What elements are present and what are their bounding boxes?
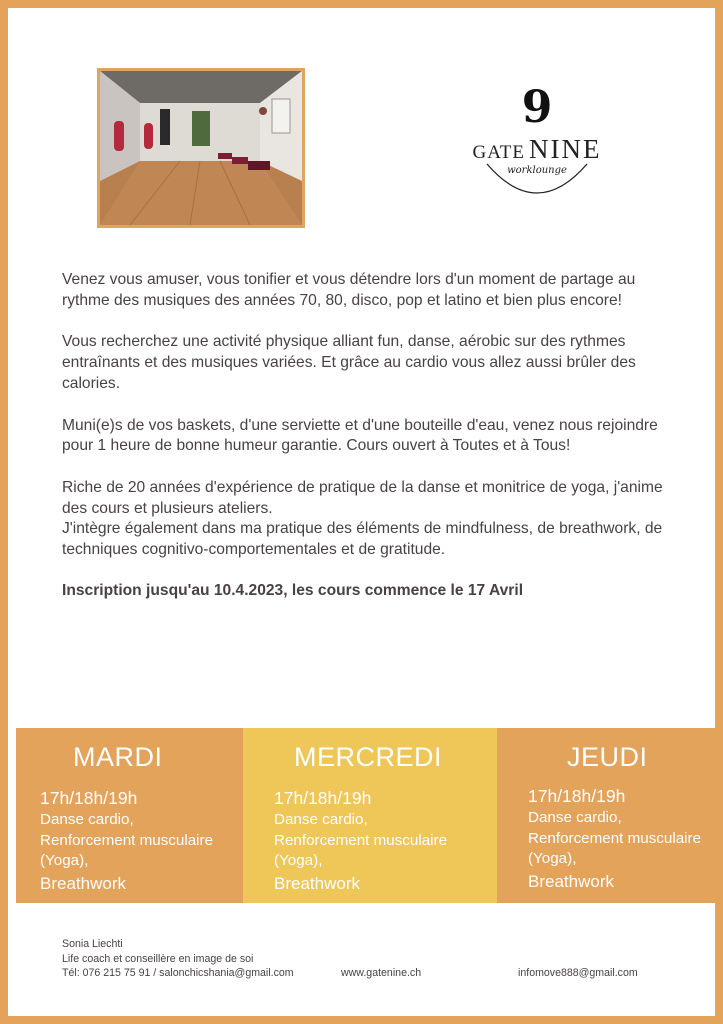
contact-phone-email[interactable]: Tél: 076 215 75 91 / salonchicshania@gmail.com [62, 967, 294, 979]
logo-tagline: worklounge [507, 165, 567, 176]
email-link[interactable]: infomove888@gmail.com [518, 967, 638, 979]
class-line-2: Renforcement musculaire [274, 831, 448, 849]
day-title: MARDI [73, 742, 163, 772]
class-line-2: Renforcement musculaire [40, 831, 214, 849]
paragraph-equipment: Muni(e)s de vos baskets, d'une serviette et d'une bouteille d'eau, venez nous rejoindre pour 1 heure de bonne humeur garantie. Cours ouvert à Toutes et à Tous! [62, 416, 658, 455]
class-line-3: (Yoga), [274, 852, 323, 869]
footer-contact [62, 937, 682, 981]
class-times: 17h/18h/19h [40, 788, 138, 808]
day-title: JEUDI [567, 742, 648, 772]
class-description [40, 810, 213, 896]
logo-word-gate: GATE [472, 142, 526, 163]
logo-word-nine: NINE [529, 134, 602, 164]
class-line-4: Breathwork [274, 873, 360, 893]
dance-studio-photo [97, 68, 305, 228]
contact-role: Life coach et conseillère en image de soi [62, 952, 254, 965]
class-line-2: Renforcement musculaire [528, 829, 702, 847]
schedule-band [16, 728, 723, 903]
class-line-3: (Yoga), [40, 852, 89, 869]
website-link[interactable]: www.gatenine.ch [341, 967, 422, 979]
inscription-deadline: Inscription jusqu'au 10.4.2023, les cours commence le 17 Avril [62, 581, 524, 599]
day-title: MERCREDI [294, 742, 443, 772]
description-text [62, 270, 682, 622]
class-line-1: Danse cardio, [40, 811, 134, 828]
paragraph-intro: Venez vous amuser, vous tonifier et vous détendre lors d'un moment de partage au rythme des musiques des années 70, 80, disco, pop et latino et bien plus encore! [62, 271, 636, 309]
schedule-column-mardi [16, 728, 243, 903]
class-line-3: (Yoga), [528, 850, 577, 867]
class-line-4: Breathwork [528, 871, 614, 891]
gate-nine-logo [448, 82, 626, 201]
class-times: 17h/18h/19h [274, 788, 372, 808]
class-line-1: Danse cardio, [274, 811, 368, 828]
class-line-1: Danse cardio, [528, 809, 622, 826]
paragraph-experience [62, 478, 682, 561]
contact-name: Sonia Liechti [62, 938, 123, 950]
class-description [274, 810, 447, 896]
class-times: 17h/18h/19h [528, 786, 626, 806]
logo-numeral: 9 [521, 82, 553, 133]
schedule-column-mercredi [243, 728, 497, 903]
practice-line: J'intègre également dans ma pratique des éléments de mindfulness, de breathwork, de techniques cognitivo-comportementales et de gratitude. [62, 520, 663, 559]
schedule-column-jeudi [497, 728, 723, 903]
class-description [528, 808, 701, 894]
paragraph-activity: Vous recherchez une activité physique alliant fun, danse, aérobic sur des rythmes entraînants et des musiques variées. Et grâce au cardio vous allez aussi brûler des calories. [62, 333, 636, 392]
class-line-4: Breathwork [40, 873, 126, 893]
experience-line: Riche de 20 années d'expérience de pratique de la danse et monitrice de yoga, j'anime des cours et plusieurs ateliers. [62, 478, 663, 517]
